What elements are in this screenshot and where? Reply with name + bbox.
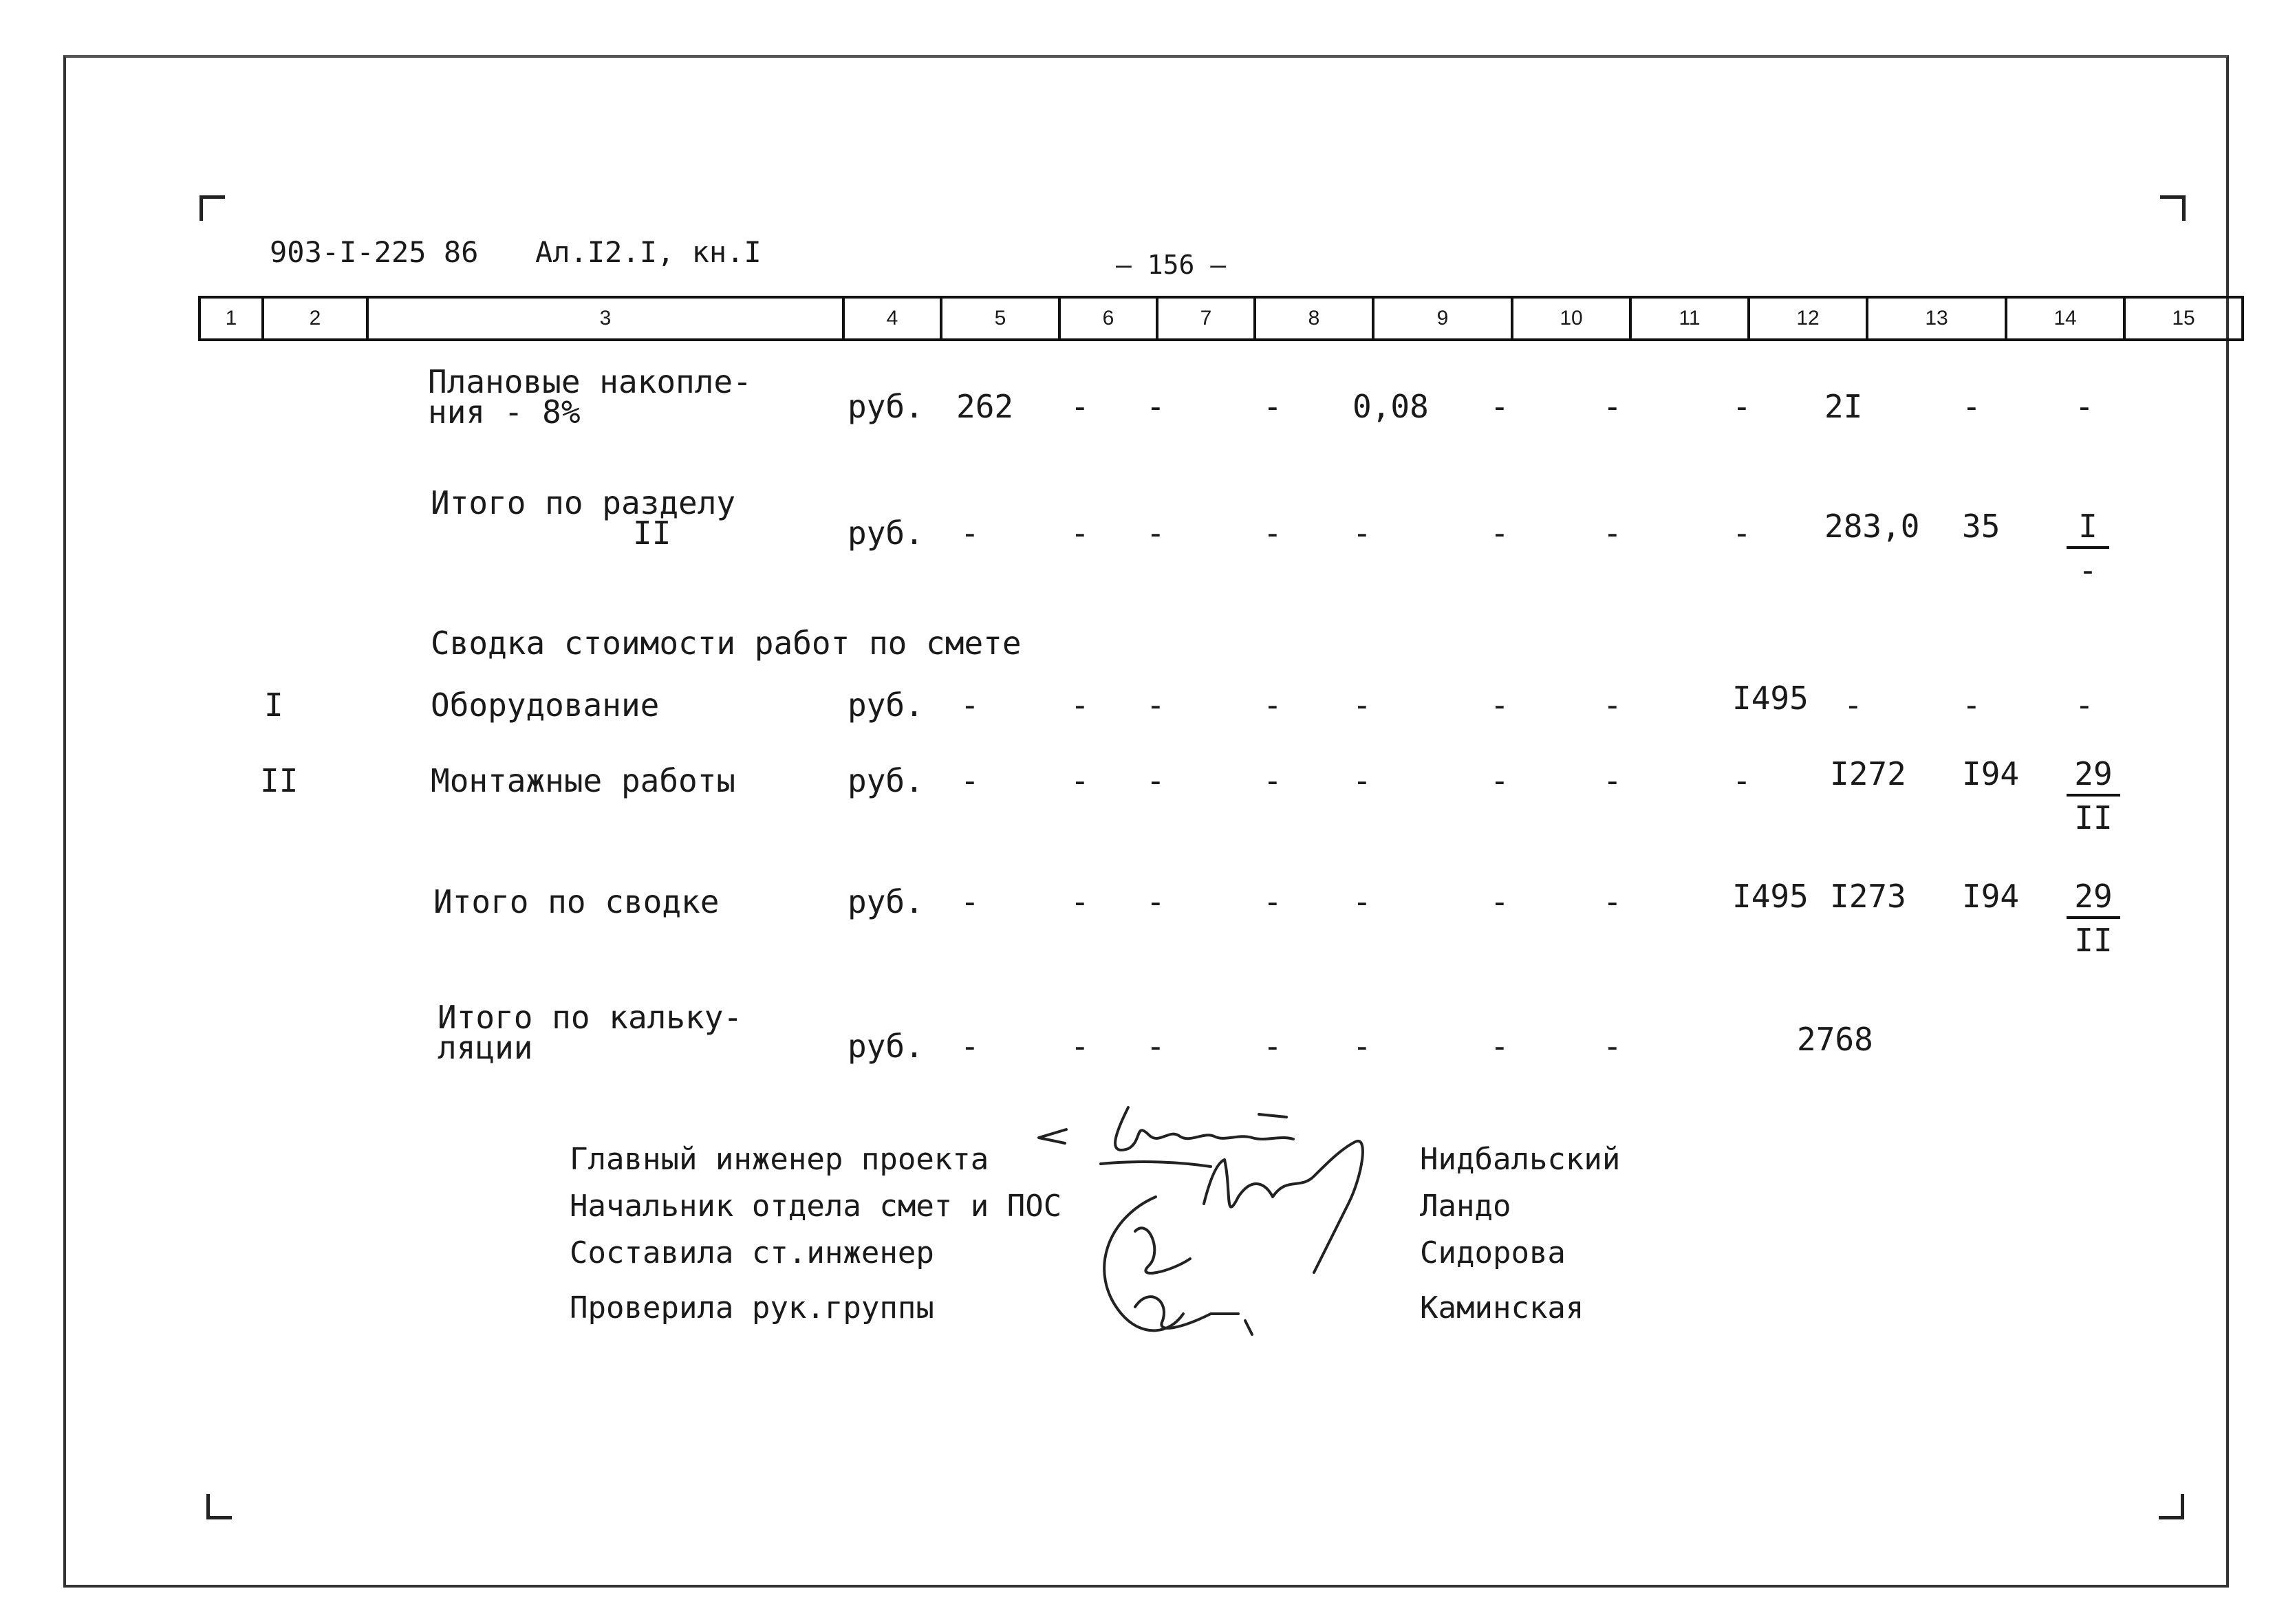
cell-c14: I94	[1962, 755, 2020, 792]
row-label: Итого по кальку-	[438, 999, 743, 1036]
signer-role: Начальник отдела смет и ПОС	[570, 1189, 1062, 1224]
cell-c9: -	[1352, 1028, 1372, 1065]
cell-c5: -	[960, 686, 980, 724]
cell-c13: I273	[1830, 878, 1906, 915]
column-number: 4	[842, 296, 942, 341]
cell-c7: -	[1146, 686, 1165, 724]
fraction-numerator: 29	[2067, 880, 2120, 919]
column-number: 2	[261, 296, 369, 341]
column-number: 5	[940, 296, 1061, 341]
cell-c15: -	[2075, 686, 2094, 724]
cell-c10: -	[1490, 515, 1509, 552]
unit: руб.	[848, 515, 924, 552]
cell-c13: I272	[1830, 755, 1906, 792]
column-number: 10	[1511, 296, 1632, 341]
row-label: ляции	[438, 1029, 533, 1066]
column-number: 3	[366, 296, 845, 341]
column-number-row	[198, 296, 2244, 338]
signer-name: Нидбальский	[1420, 1142, 1621, 1177]
cell-c12: -	[1732, 762, 1751, 799]
column-number: 1	[198, 296, 264, 341]
cell-c11: -	[1603, 762, 1622, 799]
cell-c10: -	[1490, 686, 1509, 724]
row-label: Плановые накопле-	[428, 363, 752, 400]
unit: руб.	[848, 883, 924, 920]
fraction-denominator: II	[2074, 799, 2113, 836]
cell-c7: -	[1146, 388, 1165, 425]
cell-c9: -	[1352, 686, 1372, 724]
cell-c14: -	[1962, 686, 1981, 724]
cell-c10: -	[1490, 388, 1509, 425]
column-number: 15	[2123, 296, 2244, 341]
row-index: I	[264, 686, 283, 724]
cell-c11: -	[1603, 1028, 1622, 1065]
row-index: II	[260, 762, 299, 799]
cell-c10: -	[1490, 1028, 1509, 1065]
corner-mark-bottom-right	[2159, 1494, 2184, 1519]
column-number: 12	[1747, 296, 1868, 341]
cell-c8: -	[1263, 762, 1282, 799]
cell-c15-fraction	[2067, 755, 2120, 836]
cell-c8: -	[1263, 883, 1282, 920]
cell-c14: 35	[1962, 508, 2001, 545]
cell-c8: -	[1263, 686, 1282, 724]
cell-c7: -	[1146, 762, 1165, 799]
cell-c11: -	[1603, 515, 1622, 552]
cell-c8: -	[1263, 388, 1282, 425]
cell-c5: -	[960, 883, 980, 920]
cell-c14: -	[1962, 388, 1981, 425]
corner-mark-top-right	[2160, 195, 2186, 221]
cell-c7: -	[1146, 1028, 1165, 1065]
page-number: — 156 —	[1116, 250, 1227, 280]
cell-c6: -	[1070, 883, 1090, 920]
cell-c10: -	[1490, 883, 1509, 920]
page-frame	[63, 55, 2229, 1588]
cell-c10: -	[1490, 762, 1509, 799]
cell-c12: -	[1732, 388, 1751, 425]
cell-c7: -	[1146, 515, 1165, 552]
cell-c9: -	[1352, 515, 1372, 552]
row-label: II	[633, 515, 671, 552]
signer-name: Ландо	[1420, 1189, 1511, 1224]
cell-c13: 283,0	[1824, 508, 1920, 545]
fraction-denominator: II	[2074, 922, 2113, 959]
cell-c13: 2I	[1824, 388, 1863, 425]
fraction-denominator: -	[2078, 552, 2098, 589]
column-number: 6	[1058, 296, 1158, 341]
cell-c9: -	[1352, 762, 1372, 799]
cell-c13: -	[1844, 686, 1863, 724]
unit: руб.	[848, 388, 924, 425]
doc-code: 903-I-225 86	[270, 235, 479, 269]
column-number: 13	[1866, 296, 2007, 341]
signer-role: Главный инженер проекта	[570, 1142, 989, 1177]
cell-c8: -	[1263, 1028, 1282, 1065]
cell-c5: -	[960, 762, 980, 799]
corner-mark-top-left	[200, 195, 225, 221]
cell-c15: -	[2075, 388, 2094, 425]
column-number: 8	[1253, 296, 1374, 341]
signer-name: Сидорова	[1420, 1235, 1566, 1270]
cell-c5: -	[960, 515, 980, 552]
cell-c6: -	[1070, 1028, 1090, 1065]
cell-c12: I495	[1732, 878, 1809, 915]
unit: руб.	[848, 686, 924, 724]
corner-mark-bottom-left	[206, 1494, 232, 1519]
album-ref: Ал.I2.I, кн.I	[535, 235, 762, 269]
cell-c6: -	[1070, 686, 1090, 724]
unit: руб.	[848, 1028, 924, 1065]
signer-role: Составила ст.инженер	[570, 1235, 934, 1270]
fraction-numerator: I	[2067, 510, 2109, 549]
cell-c12: -	[1732, 515, 1751, 552]
cell-c11: -	[1603, 388, 1622, 425]
cell-c15-fraction	[2067, 508, 2109, 589]
column-number: 11	[1629, 296, 1750, 341]
cell-c5: -	[960, 1028, 980, 1065]
row-label: ния - 8%	[428, 393, 581, 431]
unit: руб.	[848, 762, 924, 799]
fraction-numerator: 29	[2067, 758, 2120, 797]
cell-c9: -	[1352, 883, 1372, 920]
cell-c5: 262	[956, 388, 1014, 425]
row-label: Итого по разделу	[431, 484, 736, 521]
cell-c15-fraction	[2067, 878, 2120, 959]
signer-role: Проверила рук.группы	[570, 1290, 934, 1325]
row-label: Монтажные работы	[431, 762, 736, 799]
cell-c8: -	[1263, 515, 1282, 552]
cell-c9: 0,08	[1352, 388, 1429, 425]
cell-c7: -	[1146, 883, 1165, 920]
cell-c6: -	[1070, 515, 1090, 552]
signer-name: Каминская	[1420, 1290, 1584, 1325]
column-number: 9	[1372, 296, 1513, 341]
cell-c11: -	[1603, 686, 1622, 724]
row-label: Оборудование	[431, 686, 660, 724]
cell-c6: -	[1070, 388, 1090, 425]
cell-c14: I94	[1962, 878, 2020, 915]
section-heading: Сводка стоимости работ по смете	[431, 625, 1022, 662]
column-number: 14	[2005, 296, 2126, 341]
cell-c11: -	[1603, 883, 1622, 920]
cell-c6: -	[1070, 762, 1090, 799]
calculation-total: 2768	[1797, 1021, 1873, 1058]
cell-c12: I495	[1732, 680, 1809, 717]
handwritten-signatures	[1032, 1094, 1417, 1355]
column-number: 7	[1156, 296, 1256, 341]
row-label: Итого по сводке	[433, 883, 720, 920]
